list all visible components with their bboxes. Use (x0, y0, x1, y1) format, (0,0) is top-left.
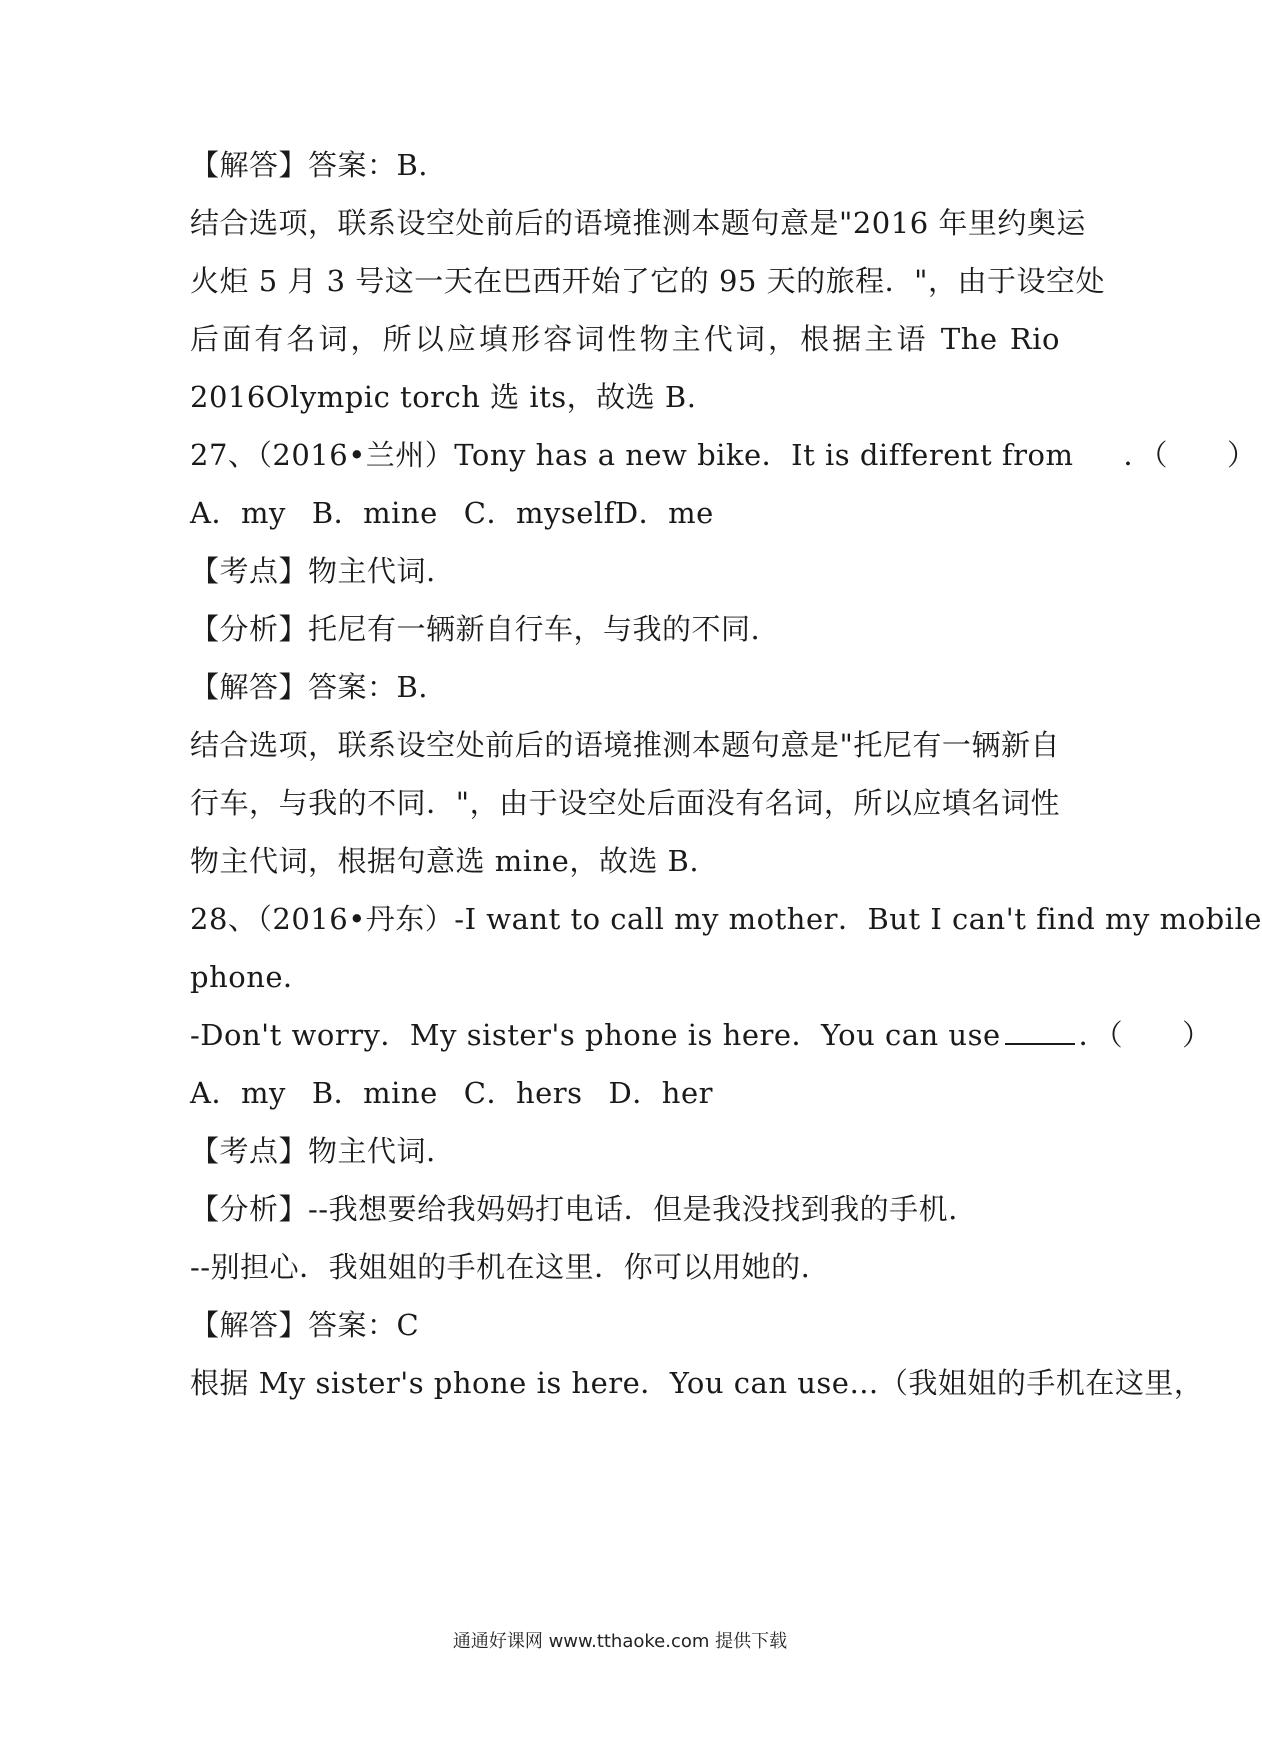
question-28-line-3 (190, 1015, 1212, 1055)
key-point-27: 【考点】物主代词. (190, 554, 436, 588)
question-28-line-2: phone． (190, 960, 313, 994)
explanation-27-line-1: 结合选项，联系设空处前后的语境推测本题句意是"托尼有一辆新自 (190, 728, 1060, 762)
explanation-26-line-1: 结合选项，联系设空处前后的语境推测本题句意是"2016 年里约奥运 (190, 206, 1086, 240)
answer-line-27: 【解答】答案：B. (190, 670, 429, 704)
question-28-blank (1005, 1021, 1075, 1045)
question-27-bracket: ．（ ） (1123, 438, 1257, 472)
question-27-option-b: B．mine (311, 496, 438, 530)
question-27 (190, 435, 1257, 475)
explanation-26-line-4: 2016Olympic torch 选 its，故选 B. (190, 380, 697, 414)
analysis-27: 【分析】托尼有一辆新自行车，与我的不同. (190, 612, 761, 646)
question-28-options (190, 1073, 1060, 1113)
question-27-options (190, 493, 1060, 533)
explanation-28-line-1: 根据 My sister's phone is here．You can use…（我姐姐的手机在这里， (190, 1366, 1204, 1400)
question-27-option-cd: C．myselfD．me (463, 496, 714, 530)
question-27-option-a: A．my (190, 496, 286, 530)
question-28-line-1: 28、（2016•丹东）-I want to call my mother．But I can't find my mobile (190, 902, 1262, 936)
page-footer: 通通好课网 www.tthaoke.com 提供下载 (452, 1631, 788, 1652)
question-28-option-d: D．her (608, 1076, 714, 1110)
question-28-option-b: B．mine (311, 1076, 438, 1110)
question-28-text: -Don't worry．My sister's phone is here．You can use (190, 1018, 1001, 1052)
answer-line-28: 【解答】答案：C (190, 1308, 420, 1342)
key-point-28: 【考点】物主代词. (190, 1134, 436, 1168)
explanation-26-line-2: 火炬 5 月 3 号这一天在巴西开始了它的 95 天的旅程．"，由于设空处 (190, 264, 1105, 298)
explanation-27-line-2: 行车，与我的不同．"，由于设空处后面没有名词，所以应填名词性 (190, 786, 1060, 820)
answer-line-26: 【解答】答案：B. (190, 148, 429, 182)
question-28-option-a: A．my (190, 1076, 286, 1110)
analysis-28-line-1: 【分析】--我想要给我妈妈打电话．但是我没找到我的手机. (190, 1192, 958, 1226)
explanation-26-line-3: 后面有名词，所以应填形容词性物主代词，根据主语 The Rio (190, 322, 1060, 356)
question-27-text: 27、（2016•兰州）Tony has a new bike．It is different from (190, 438, 1074, 472)
analysis-28-line-2: --别担心．我姐姐的手机在这里．你可以用她的. (190, 1250, 811, 1284)
explanation-27-line-3: 物主代词，根据句意选 mine，故选 B. (190, 844, 700, 878)
question-28-bracket: ．（ ） (1078, 1018, 1212, 1052)
question-28-option-c: C．hers (463, 1076, 583, 1110)
